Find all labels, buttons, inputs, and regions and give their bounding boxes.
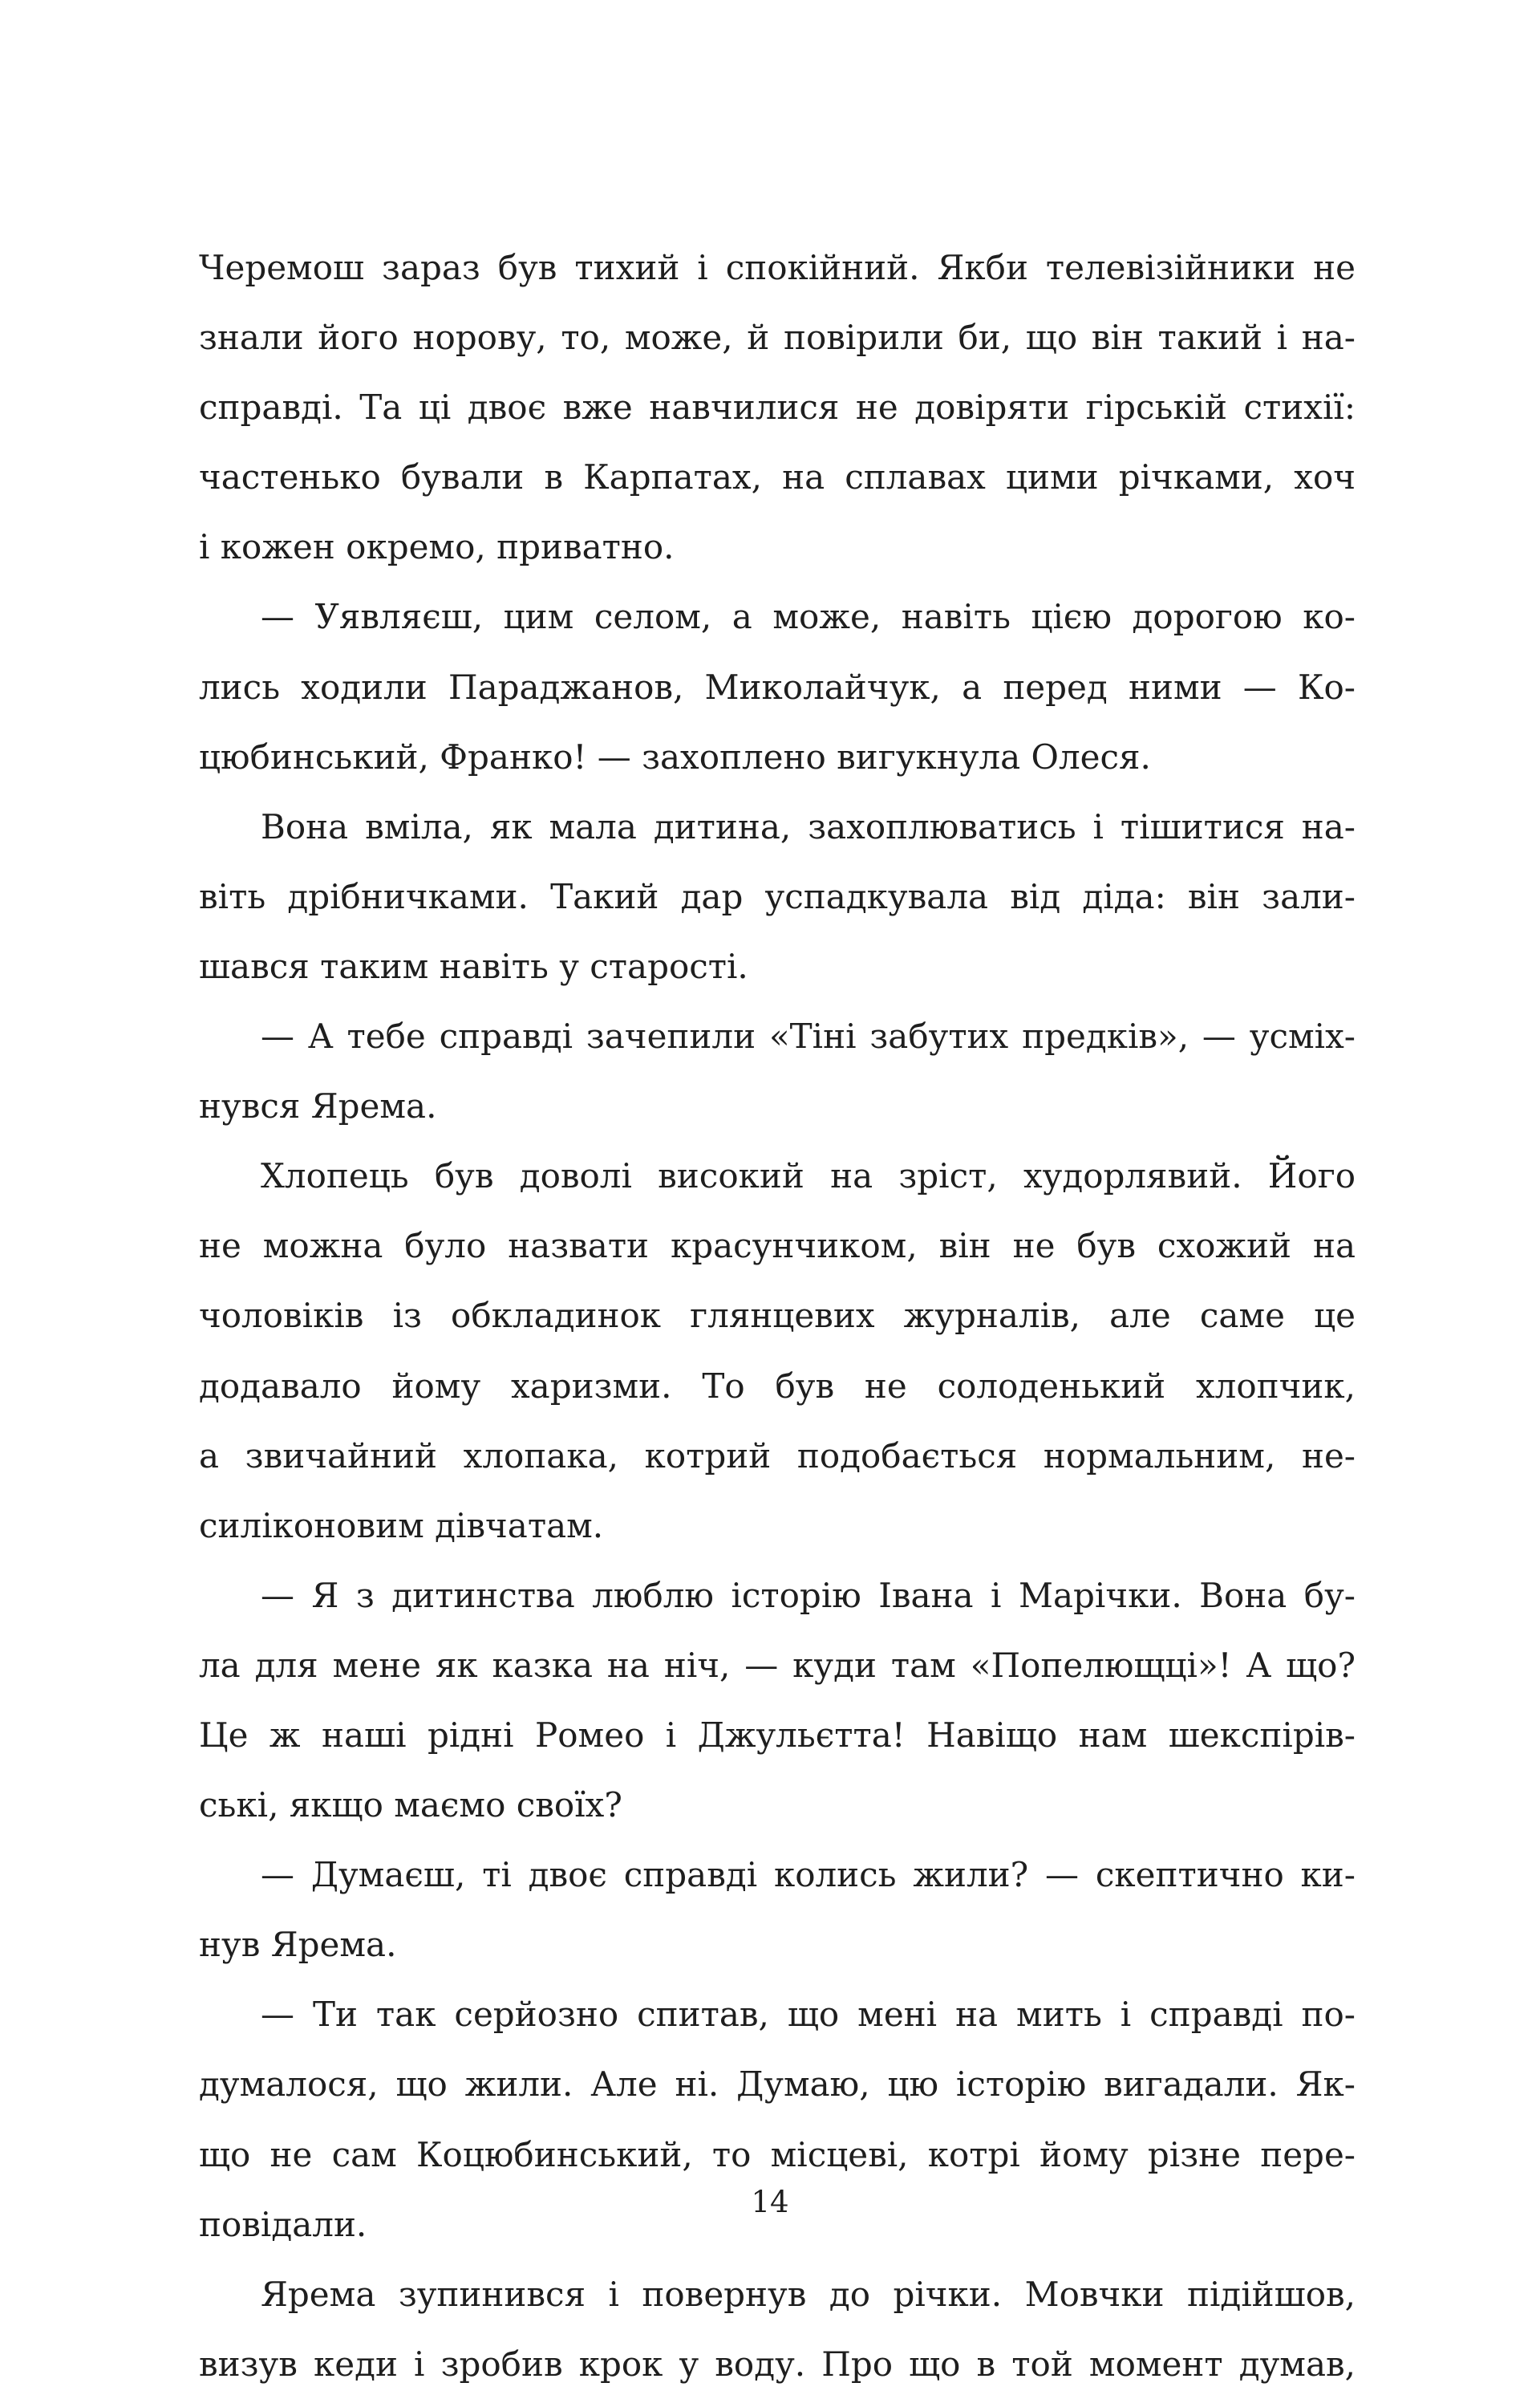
text-line: ла для мене як казка на ніч, — куди там «Попелющці»! А що? [199,1645,1356,1685]
text-line: силіконовим дівчатам. [199,1505,604,1545]
text-line: Вона вміла, як мала дитина, захоплюватись і тішитися на- [261,806,1356,846]
text-line: ські, якщо маємо своїх? [199,1785,622,1825]
text-line: Хлопець був доволі високий на зріст, худорлявий. Його [261,1156,1356,1196]
text-line: повідали. [199,2204,367,2244]
text-line: Черемош зараз був тихий і спокійний. Якби телевізійники не [199,248,1356,287]
text-line: справді. Та ці двоє вже навчилися не довіряти гірській стихії: [199,388,1356,428]
text-line: частенько бували в Карпатах, на сплавах цими річками, хоч [199,457,1356,497]
text-line: — Ти так серйозно спитав, що мені на мить і справді по- [261,1995,1356,2035]
text-line: — Уявляєш, цим селом, а може, навіть цією дорогою ко- [261,597,1356,637]
text-line: нувся Ярема. [199,1086,437,1126]
text-line: — Я з дитинства люблю історію Івана і Марічки. Вона бу- [261,1575,1356,1615]
page-number: 14 [751,2185,789,2219]
body-text [199,233,1356,2399]
text-line: визув кеди і зробив крок у воду. Про що в той момент думав, [199,2344,1356,2384]
text-line: Ярема зупинився і повернув до річки. Мовчки підійшов, [261,2274,1356,2314]
text-line: — А тебе справді зачепили «Тіні забутих предків», — усміх- [261,1017,1356,1057]
text-line: віть дрібничками. Такий дар успадкувала від діда: він зали- [199,876,1356,916]
text-line: знали його норову, то, може, й повірили би, що він такий і на- [199,318,1356,358]
text-line: не можна було назвати красунчиком, він не був схожий на [199,1226,1356,1266]
text-line: нув Ярема. [199,1925,397,1965]
text-line: чоловіків із обкладинок глянцевих журналів, але саме це [199,1296,1356,1336]
text-line: додавало йому харизми. То був не солоденький хлопчик, [199,1366,1356,1406]
text-line: шався таким навіть у старості. [199,946,748,986]
text-line: — Думаєш, ті двоє справді колись жили? — скептично ки- [261,1855,1356,1895]
text-line: що не сам Коцюбинський, то місцеві, котрі йому різне пере- [199,2134,1356,2174]
text-line: цюбинський, Франко! — захоплено вигукнула Олеся. [199,737,1151,777]
text-line: лись ходили Параджанов, Миколайчук, а перед ними — Ко- [199,667,1356,707]
text-line: думалося, що жили. Але ні. Думаю, цю історію вигадали. Як- [199,2064,1356,2105]
text-line: а звичайний хлопака, котрий подобається нормальним, не- [199,1435,1356,1476]
text-line: і кожен окремо, приватно. [199,527,675,567]
text-line: Це ж наші рідні Ромео і Джульєтта! Навіщо нам шекспірів- [199,1715,1356,1755]
